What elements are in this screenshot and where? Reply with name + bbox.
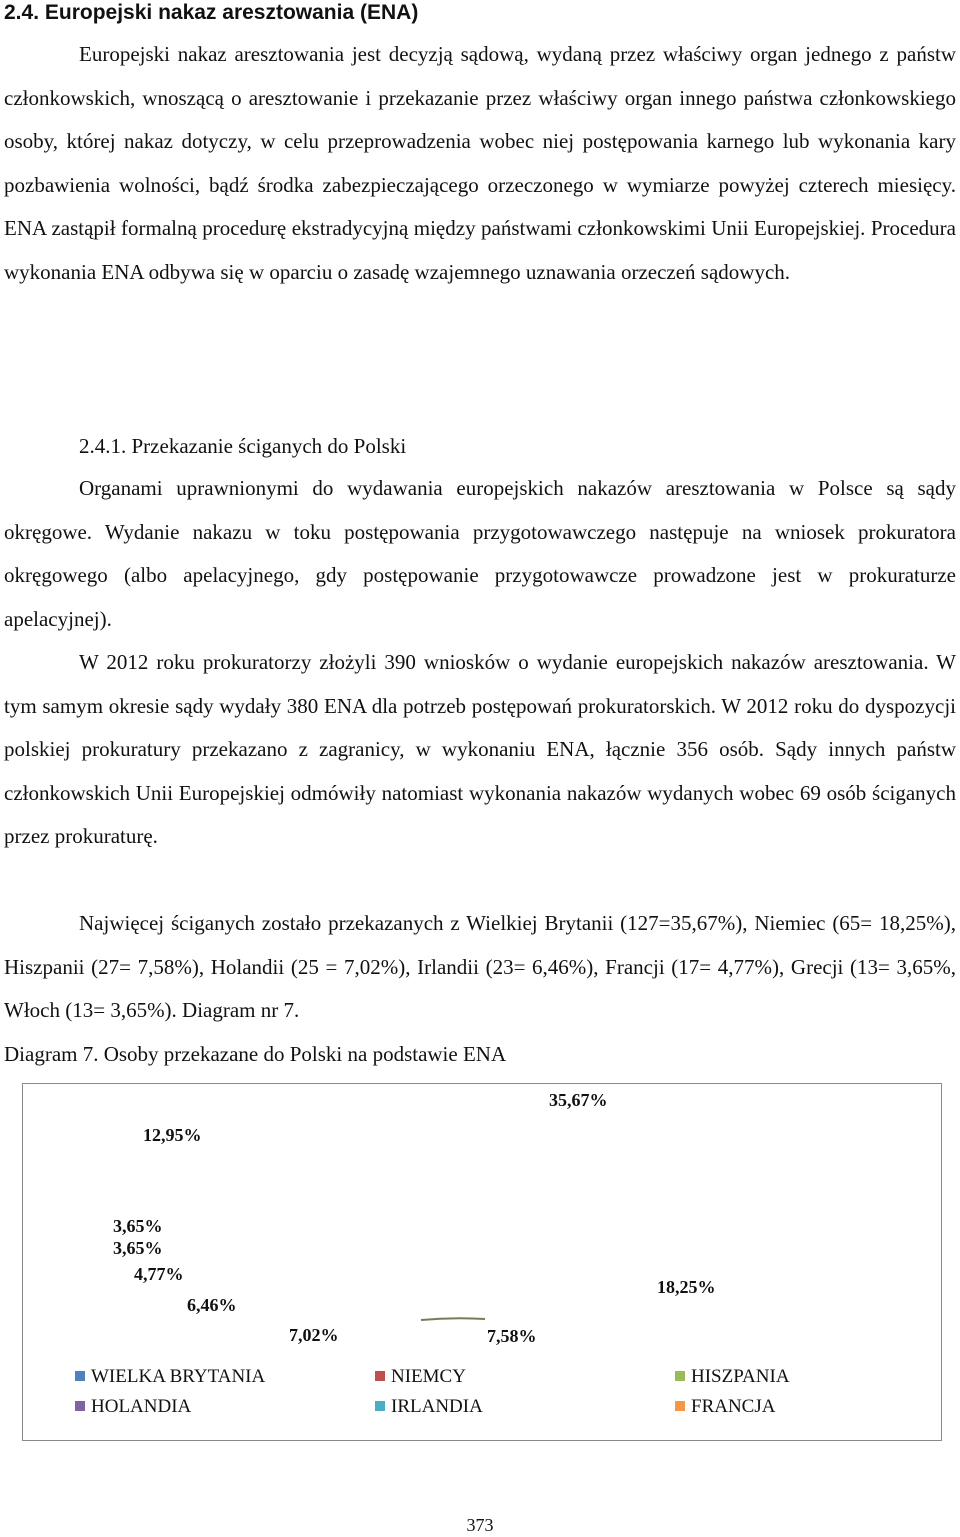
data-label-35-67: 35,67% [549,1090,608,1110]
legend-swatch [75,1371,85,1381]
data-label-7-58: 7,58% [487,1326,537,1346]
legend-item-francja [675,1396,775,1418]
data-label-7-02: 7,02% [289,1325,339,1345]
legend-label: NIEMCY [391,1366,466,1387]
legend-label: IRLANDIA [391,1396,483,1417]
legend-swatch [675,1401,685,1411]
legend-label: HOLANDIA [91,1396,192,1417]
subsection-heading: 2.4.1. Przekazanie ściganych do Polski [79,434,407,458]
legend-swatch [75,1401,85,1411]
data-label-12-95: 12,95% [143,1125,202,1145]
paragraph-ena-definition: Europejski nakaz aresztowania jest decyzją sądową, wydaną przez właściwy organ jednego z państw członkowskich, wnoszącą o aresztowanie i przekazanie przez właściwy organ innego państwa członkowskiego osoby, której nakaz dotyczy, w celu przeprowadzenia wobec niej postępowania karnego lub wykonania kary pozbawienia wolności, bądź środka zabezpieczającego orzeczonego w wymiarze powyżej czterech miesięcy. ENA zastąpił formalną procedurę ekstradycyjną między państwami członkowskimi Unii Europejskiej. Procedura wykonania ENA odbywa się w oparciu o zasadę wzajemnego uznawania orzeczeń sądowych. [4,42,956,284]
data-label-6-46: 6,46% [187,1295,237,1315]
legend-swatch [675,1371,685,1381]
legend-item-irlandia [375,1396,483,1418]
legend-item-hiszpania [675,1366,790,1388]
section-heading: 2.4. Europejski nakaz aresztowania (ENA) [4,1,419,24]
legend-item-holandia [75,1396,191,1418]
legend-label: HISZPANIA [691,1366,790,1387]
paragraph-countries: Najwięcej ściganych zostało przekazanych z Wielkiej Brytanii (127=35,67%), Niemiec (65= 18,25%), Hiszpanii (27= 7,58%), Holandii (25 = 7,02%), Irlandii (23= 6,46%), Francji (17= 4,77%), Grecji (13= 3,65%, Włoch (13= 3,65%). Diagram nr 7. [4,911,956,1022]
data-label-3-65-a: 3,65% [113,1238,163,1258]
legend-label: WIELKA BRYTANIA [91,1366,266,1387]
legend-label: FRANCJA [691,1396,776,1417]
data-label-4-77: 4,77% [134,1264,184,1284]
data-label-18-25: 18,25% [657,1277,716,1297]
pie-chart [22,1083,942,1441]
data-label-3-65-b: 3,65% [113,1216,163,1236]
diagram-caption: Diagram 7. Osoby przekazane do Polski na podstawie ENA [4,1042,507,1066]
page-number: 373 [466,1515,494,1535]
pie-slice-sliver [421,1318,485,1320]
paragraph-issuing-courts: Organami uprawnionymi do wydawania europejskich nakazów aresztowania w Polsce są sądy okręgowe. Wydanie nakazu w toku postępowania przygotowawczego następuje na wniosek prokuratora okręgowego (albo apelacyjnego, gdy postępowanie przygotowawcze prowadzone jest w prokuraturze apelacyjnej). [4,476,956,631]
legend-item-niemcy [375,1366,466,1388]
legend-item-wielka-brytania [75,1366,265,1388]
paragraph-2012-statistics: W 2012 roku prokuratorzy złożyli 390 wniosków o wydanie europejskich nakazów aresztowania. W tym samym okresie sądy wydały 380 ENA dla potrzeb postępowań prokuratorskich. W 2012 roku do dyspozycji polskiej prokuratury przekazano z zagranicy, w wykonaniu ENA, łącznie 356 osób. Sądy innych państw członkowskich Unii Europejskiej odmówiły natomiast wykonania nakazów wydanych wobec 69 osób ściganych przez prokuraturę. [4,650,956,848]
legend-swatch [375,1371,385,1381]
legend-swatch [375,1401,385,1411]
